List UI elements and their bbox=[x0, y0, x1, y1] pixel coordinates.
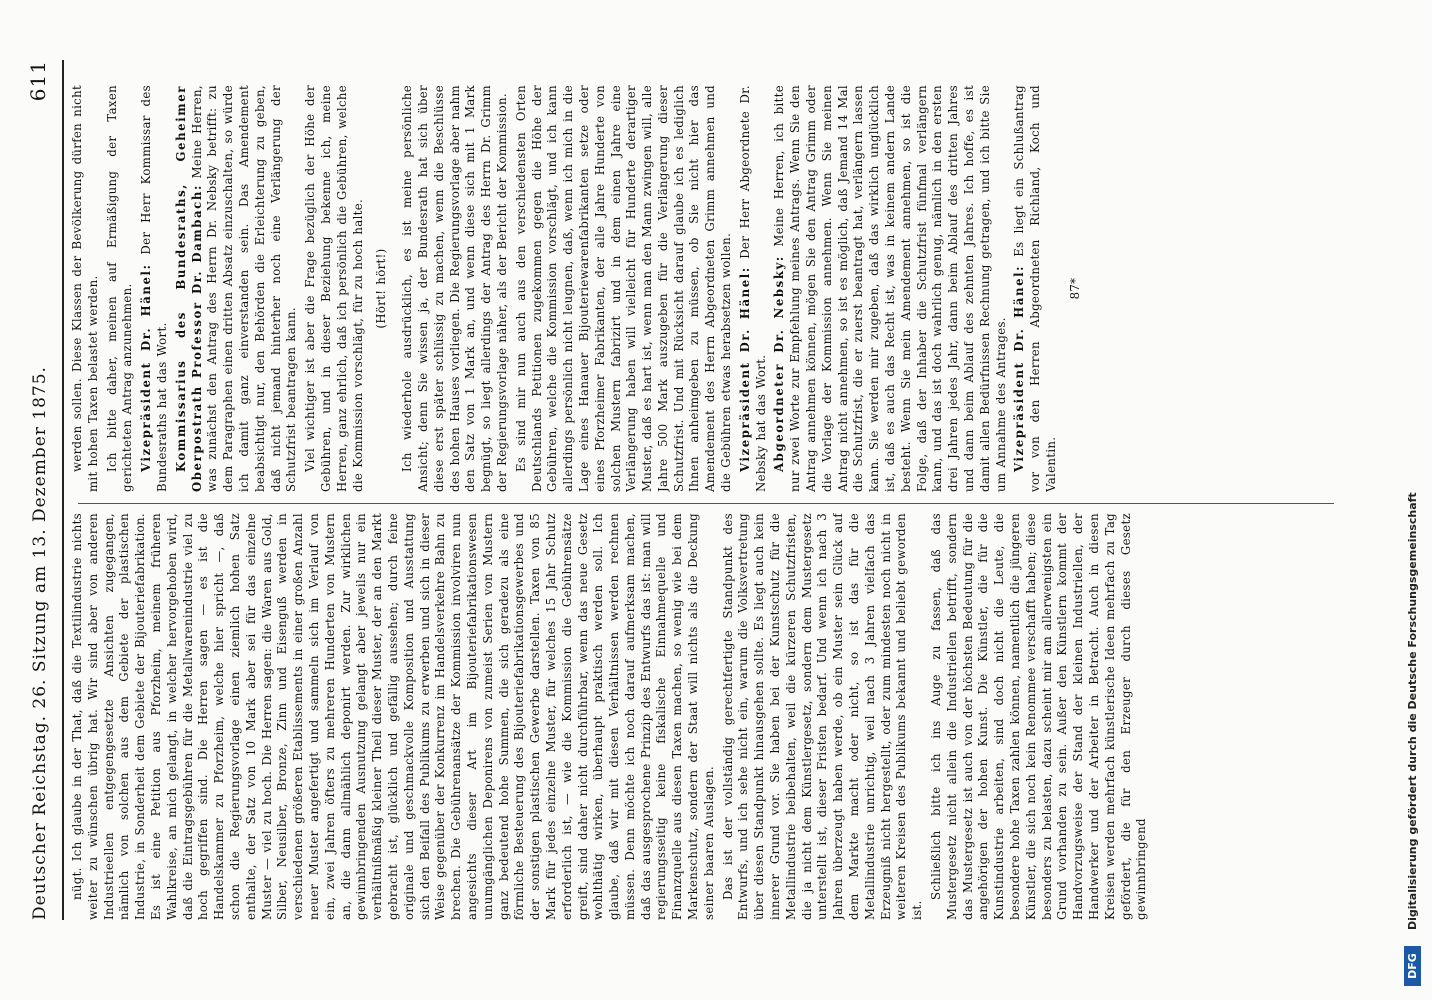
speaker-name: Kommissarius des Bundesraths, Geheimer Oberpostrath Professor Dr. Dambach: bbox=[173, 85, 204, 492]
speech-paragraph bbox=[174, 85, 300, 492]
centered-remark: (Hört! hört!) bbox=[374, 248, 389, 329]
paragraph: nügt. Ich glaube in der That, daß die Textilindustrie nichts weiter zu wünschen übrig hat. Wir sind aber von anderen Industrieellen entgegengesetzte Ansichten zugegangen, nämlich von solchen aus dem Gebiete der plastischen Industrie, in Sonderheit dem Gebiete der Bijouteriefabrikation. Es ist eine Petition aus Pforzheim, meinem früheren Wahlkreise, an mich gelangt, in welcher hervorgehoben wird, daß die Eintragsgebühren für die Metallwarenindustrie viel zu hoch gegriffen sind. Die Herren sagen — es ist die Handelskammer zu Pforzheim, welche hier spricht —, daß schon die Regierungsvorlage einen ziemlich hohen Satz enthalte, der Satz von 10 Mark aber sei für das einzelne Muster — viel zu hoch. Die Herren sagen: die Waren aus Gold, Silber, Neusilber, Bronze, Zinn und Eisenguß werden in verschiedenen größeren Etablissements in einer großen Anzahl neuer Muster angefertigt und sammeln sich im Verlauf von ein, zwei Jahren öfters zu mehreren Hunderten von Mustern an, die dann allmählich deponirt werden. Zur wirklichen gewinnbringenden Ausnutzung gelangt aber jeweils nur ein verhältnißmäßig kleiner Theil dieser Muster, der an den Markt gebracht ist, glücklich und gefällig aussehen; durch feine originale und geschmackvolle Komposition und Ausstattung sich den Beifall des Publikums zu erwerben und sich in dieser Weise gegenüber der Konkurrenz im Handelsverkehre Bahn zu brechen. Die Gebührenansätze der Kommission involviren nun angesichts dieser Art im Bijouteriefabrikationswesen unumgänglichen Deponirens von zumeist Serien von Mustern ganz bedeutend hohe Summen, die sich geradezu als eine förmliche Besteuerung des Bijouteriefabrikationsgewerbes und der sonstigen plastischen Gewerbe darstellen. Taxen von 85 Mark für jedes einzelne Muster, für welches 15 Jahr Schutz erforderlich ist, — wie die Kommission die Gebührensätze greift, sind daher nicht durchführbar, wenn das neue Gesetz wohlthätig wirken, überhaupt praktisch werden soll. Ich glaube, daß wir mit diesen Verhältnissen werden rechnen müssen. Denn möchte ich noch darauf aufmerksam machen, daß das ausgesprochene Prinzip des Entwurfs das ist: man will regierungsseitig keine fiskalische Einnahmequelle und Finanzquelle aus diesen Taxen machen, so wenig wie bei dem Markenschutz, sondern der Staat will nichts als die Deckung seiner baaren Auslagen. bbox=[70, 513, 716, 920]
paragraph: Ich wiederhole ausdrücklich, es ist meine persönliche Ansicht; denn Sie wissen ja, der Bundesrath hat sich über diese erst später schlüssig zu machen, wenn die Beschlüsse des hohen Hauses vorliegen. Die Regierungsvorlage aber nahm den Satz von 1 Mark an, und wenn diese sich mit 1 Mark begnügt, so liegt allerdings der Antrag des Herrn Dr. Grimm der Regierungsvorlage näher, als der Bericht der Kommission. bbox=[400, 85, 509, 492]
speech-text: Es liegt ein Schlußantrag vor von den Herren Abgeordneten Richland, Koch und Valentin. bbox=[1012, 85, 1059, 492]
column-divider bbox=[78, 503, 1334, 504]
right-column bbox=[70, 85, 1342, 492]
paragraph: Viel wichtiger ist aber die Frage bezüglich der Höhe der Gebühren, und in dieser Beziehung bekenne ich, meine Herren, ganz ehrlich, daß ich persönlich die Gebühren, welche die Kommission vorschlägt, für zu hoch halte. bbox=[303, 85, 365, 492]
speech-text: Meine Herren, was zunächst den Antrag des Herrn Dr. Nebsky betrifft: zu dem Paragraphen einen dritten Absatz einzuschalten, so würde ich damit ganz einverstanden sein. Das Amendement beabsichtigt nur, den Behörden die Erleichterung zu geben, daß nicht jemand hinterher noch eine Verlängerung der Schutzfrist beantragen kann. bbox=[189, 85, 299, 492]
speech-text: Der Herr Abgeordnete Dr. Nebsky hat das Wort. bbox=[737, 85, 768, 492]
speech-text: Der Herr Kommissar des Bundesraths hat das Wort. bbox=[139, 85, 169, 492]
digitization-note: Digitalisierung gefördert durch die Deutsche Forschungsgemeinschaft bbox=[1406, 492, 1419, 930]
header-rule bbox=[62, 60, 64, 920]
paragraph: Das ist der vollständig gerechtfertigte Standpunkt des Entwurfs, und ich sehe nicht ein, warum die Volksvertretung über diesen Standpunkt hinausgehen sollte. Es liegt auch kein innerer Grund vor. Sie haben bei der Kunstschutz für die Metallindustrie beibehalten, weil die kürzeren Schutzfristen, die ja nicht dem Künstlergesetz, sondern dem Mustergesetz unterstellt ist, dieser Fristen bedarf. Und wenn ich nach 3 Jahren überzeugt haben werde, ob ein Muster sein Glück auf dem Markte macht oder nicht, so ist das für die Metallindustrie unrichtig, weil nach 3 Jahren vielfach das Erzeugniß nicht hergestellt, oder zum mindesten noch nicht in weiteren Kreisen des Publikums bekannt und beliebt geworden ist. bbox=[720, 513, 925, 920]
page-header bbox=[22, 60, 56, 920]
speaker-name: Vizepräsident Dr. Hänel: bbox=[737, 266, 752, 472]
speech-paragraph bbox=[738, 85, 770, 492]
running-title: Deutscher Reichstag. 26. Sitzung am 13. Dezember 1875. bbox=[30, 366, 50, 920]
centered-remark: 87* bbox=[1067, 277, 1082, 300]
text-columns bbox=[70, 60, 1342, 920]
speaker-name: Abgeordneter Dr. Nebsky: bbox=[772, 255, 787, 472]
speech-text: Meine Herren, ich bitte nur zwei Worte zur Empfehlung meines Antrags. Wenn Sie den Antrag annehmen können, mögen Sie den Antrag Grimm oder die Vorlage der Kommission annehmen. Wenn Sie meinen Antrag nicht annehmen, so ist es möglich, daß Jemand 14 Mal die Schutzfrist, die er zuerst beantragt hat, verlängern lassen kann. Sie werden mir zugeben, daß das wirklich unglücklich ist, daß es auch das Recht ist, was in keinem andern Lande besteht. Wenn Sie mein Amendement annehmen, so ist die Folge, daß der Inhaber die Schutzfrist fünfmal verlängern kann, und das ist doch wahrlich genug, nämlich in den ersten drei Jahren jedes Jahr, dann beim Ablauf des dritten Jahres und dann beim Ablauf des zehnten Jahres. Ich hoffe, es ist damit allen Bedürfnissen Rechnung getragen, und ich bitte Sie um Annahme des Antrages. bbox=[772, 85, 1008, 492]
dfg-logo: DFG bbox=[1404, 946, 1421, 986]
speech-paragraph bbox=[1012, 85, 1059, 492]
paragraph: werden sollen. Diese Klassen der Bevölkerung dürfen nicht mit hohen Taxen belastet werden. bbox=[70, 85, 100, 492]
speech-paragraph bbox=[139, 85, 171, 492]
left-column bbox=[70, 513, 1342, 920]
paragraph: Schließlich bitte ich ins Auge zu fassen, daß das Mustergesetz nicht allein die Industriellen betrifft, sondern das Mustergesetz ist auch von der höchsten Bedeutung für die angehörigen der hohen Kunst. Die Künstler, die für die Kunstindustrie arbeiten, sind doch nicht die Leute, die besondere hohe Taxen zahlen können, namentlich die jüngeren Künstler, die sich noch kein Renommee verschafft haben; diese besonders zu belasten, dazu scheint mir am allerwenigsten ein Grund vorhanden zu sein. Außer den Künstlern kommt der Handvorzugsweise der Stand der kleinen Industriellen, der Handwerker und der Arbeiter in Betracht. Auch in diesen Kreisen werden mehrfach künstlerische Ideen mehrfach zu Tag gefördert, die für den Erzeuger durch dieses Gesetz gewinnbringend bbox=[929, 513, 1149, 920]
page-number: 611 bbox=[26, 60, 50, 102]
paragraph: Es sind mir nun auch aus den verschiedensten Orten Deutschlands Petitionen zugekommen gegen die Höhe der Gebühren, welche die Kommission vorschlägt, und ich kann allerdings persönlich nicht leugnen, daß, wenn ich mich in die Lage eines Hanauer Bijouteriewarenfabrikanten setze oder eines Pforzheimer Fabrikanten, der alle Jahre Hunderte von solchen Mustern fabrizirt und in dem einen Jahre eine Verlängerung haben will vielleicht für Hunderte derartiger Muster, daß es hart ist, wenn man den Mann zwingen will, alle Jahre 500 Mark auszugeben für die Verlängerung dieser Schutzfrist. Und mit Rücksicht darauf glaube ich es lediglich Ihnen anheimgeben zu müssen, ob Sie nicht hier das Amendement des Herrn Abgeordneten Grimm annehmen und die Gebühren etwas herabsetzen wollen. bbox=[513, 85, 734, 492]
speaker-name: Vizepräsident Dr. Hänel: bbox=[1012, 264, 1027, 472]
paragraph: Ich bitte daher, meinen auf Ermäßigung der Taxen gerichteten Antrag anzunehmen. bbox=[104, 85, 135, 492]
speech-paragraph bbox=[772, 85, 1009, 492]
speaker-name: Vizepräsident Dr. Hänel: bbox=[139, 263, 154, 472]
page-footer bbox=[1396, 0, 1426, 1000]
